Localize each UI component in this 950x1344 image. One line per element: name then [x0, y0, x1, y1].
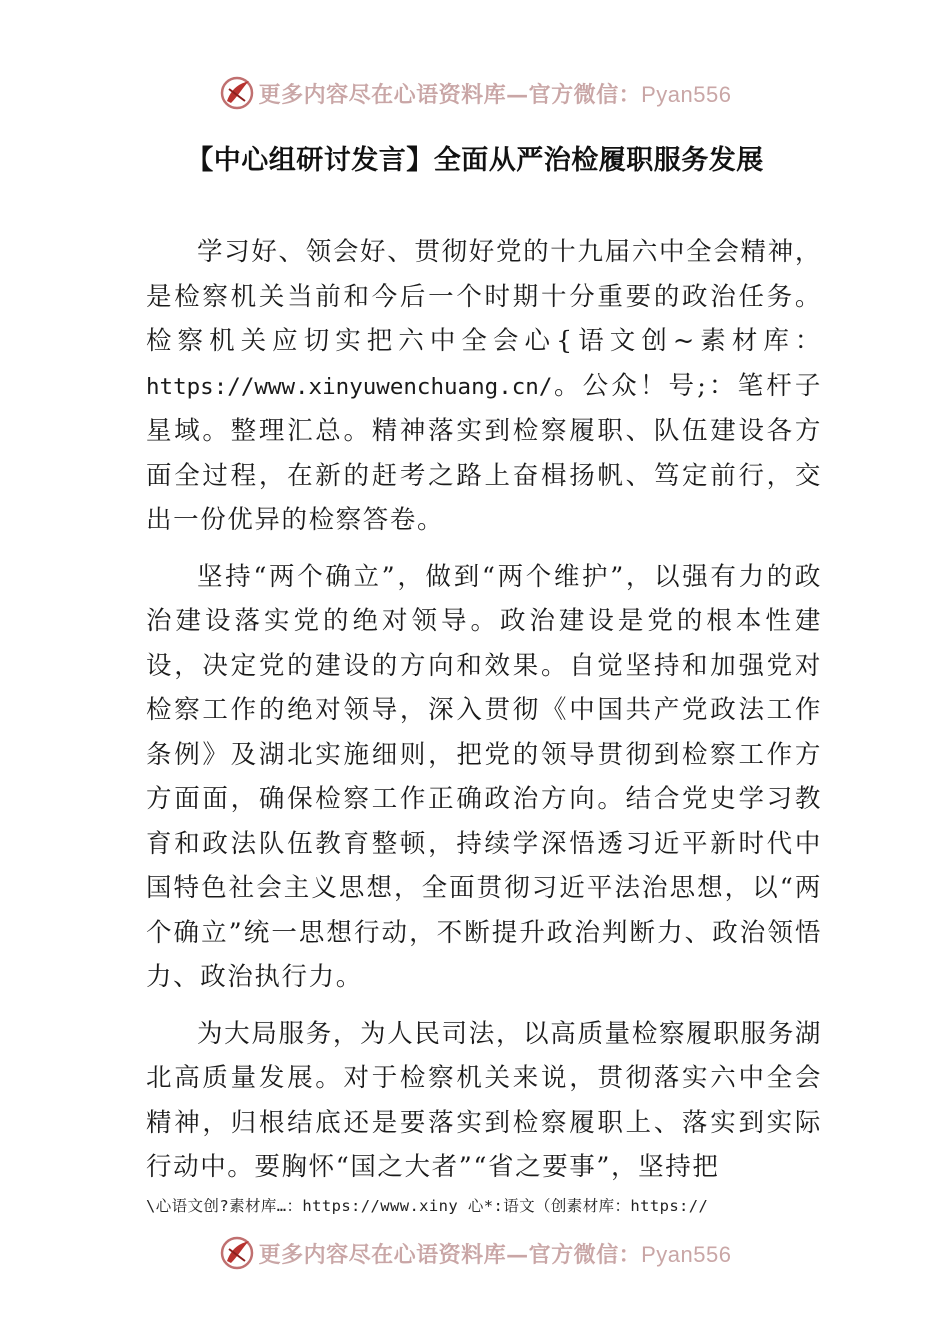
- footer-banner: [0, 1230, 950, 1276]
- banner-text: [259, 1238, 732, 1269]
- paragraph-3: 为大局服务，为人民司法，以高质量检察履职服务湖北高质量发展。对于检察机关来说，贯彻落实六中全会精神，归根结底还是要落实到检察履职上、落实到实际行动中。要胸怀“国之大者”“省之要事”，坚持把: [146, 1018, 822, 1182]
- logo-icon: [219, 75, 255, 111]
- document-body: [146, 230, 822, 1202]
- footer-watermark-note: \心语文创?素材库…：https://www.xiny 心*:语文（创素材库：https://: [146, 1197, 709, 1215]
- logo-icon: [219, 1235, 255, 1271]
- paragraph-1-text-b: 。公众！号;：笔杆子星域。整理汇总。精神落实到检察履职、队伍建设各方面全过程，在新的赶考之路上奋楫扬帆、笃定前行，交出一份优异的检察答卷。: [146, 370, 822, 535]
- banner-wechat-id: Pyan556: [641, 81, 732, 107]
- paragraph-1-url: https://www.xinyuwenchuang.cn/: [146, 373, 553, 400]
- paragraph-2: 坚持“两个确立”，做到“两个维护”，以强有力的政治建设落实党的绝对领导。政治建设是党的根本性建设，决定党的建设的方向和效果。自觉坚持和加强党对检察工作的绝对领导，深入贯彻《中国共产党政法工作条例》及湖北实施细则，把党的领导贯彻到检察工作方方面面，确保检察工作正确政治方向。结合党史学习教育和政法队伍教育整顿，持续学深悟透习近平新时代中国特色社会主义思想，全面贯彻习近平法治思想，以“两个确立”统一思想行动，不断提升政治判断力、政治领悟力、政治执行力。: [146, 561, 822, 992]
- paragraph-1: [146, 230, 822, 543]
- banner-wechat-id: Pyan556: [641, 1241, 732, 1267]
- banner-text: [259, 78, 732, 109]
- document-title: 【中心组研讨发言】全面从严治检履职服务发展: [186, 145, 764, 176]
- paragraph-1-text-a: 学习好、领会好、贯彻好党的十九届六中全会精神，是检察机关当前和今后一个时期十分重要的政治任务。检察机关应切实把六中全会心{语文创~素材库：: [146, 237, 822, 356]
- header-banner: [0, 70, 950, 116]
- banner-text-cn: 更多内容尽在心语资料库—官方微信：: [258, 81, 642, 108]
- banner-text-cn: 更多内容尽在心语资料库—官方微信：: [258, 1241, 642, 1268]
